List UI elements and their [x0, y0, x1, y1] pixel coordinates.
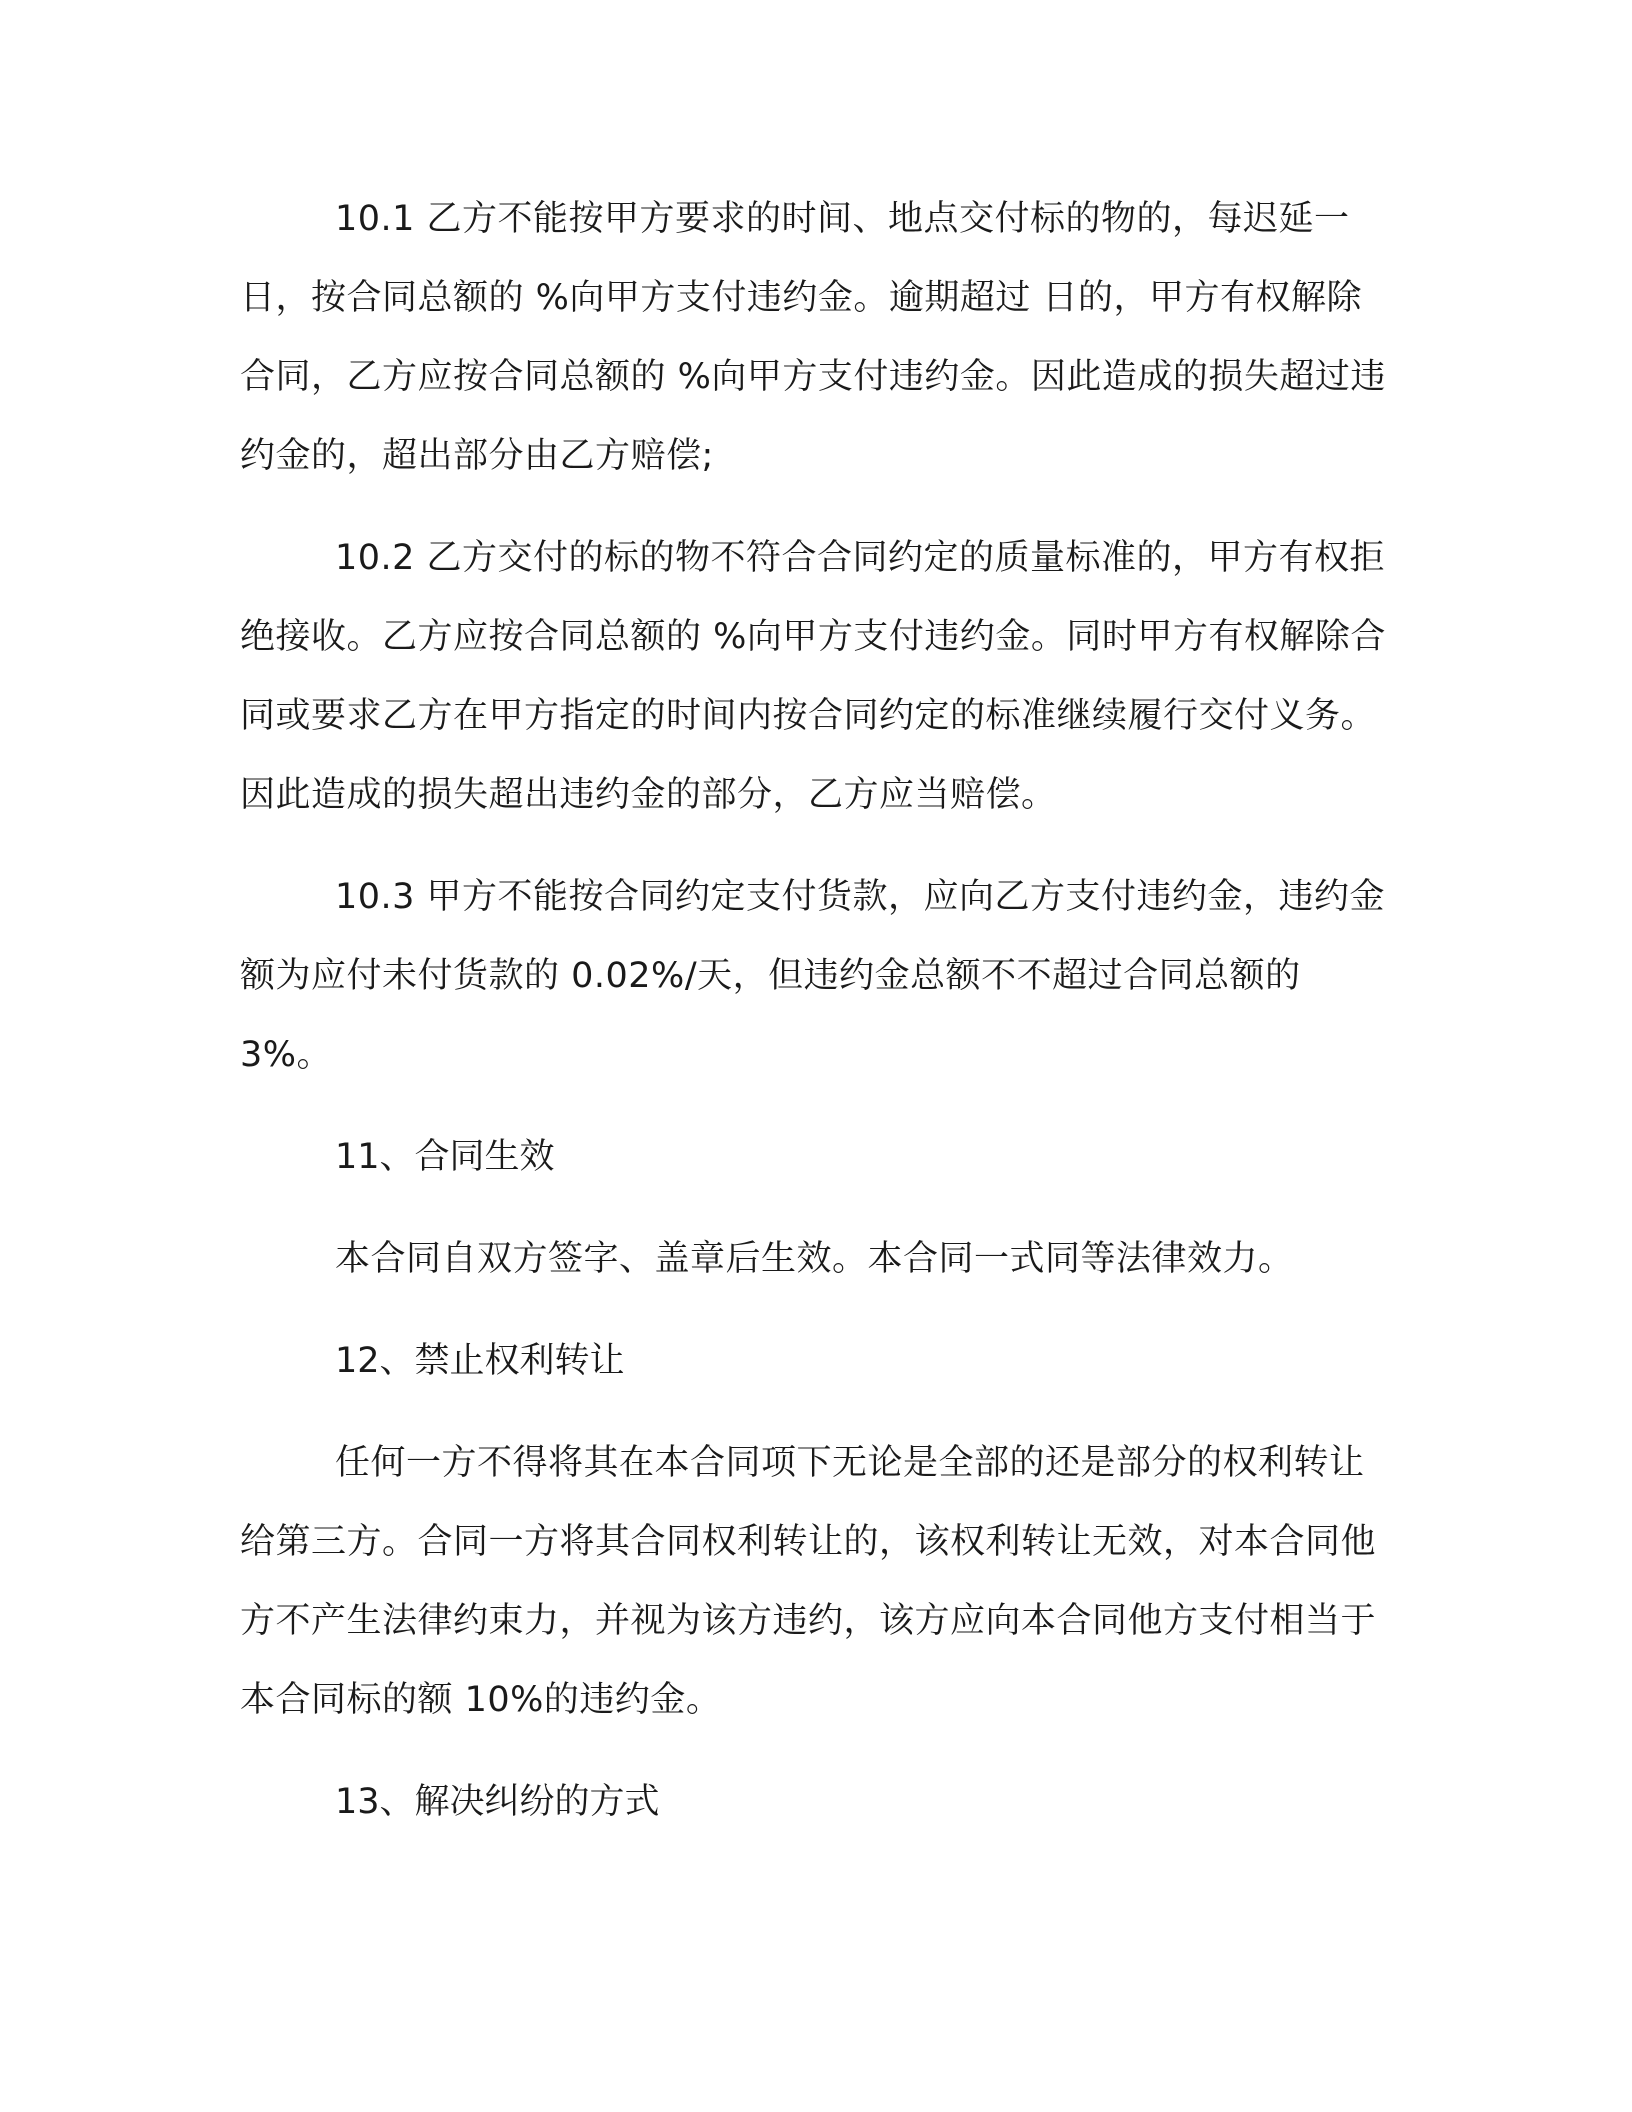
document-body — [240, 180, 1390, 1865]
section-13-heading: 13、解决纠纷的方式 — [335, 1782, 660, 1822]
section-11-heading: 11、合同生效 — [335, 1137, 555, 1177]
clause-10-3: 10.3 甲方不能按合同约定支付货款，应向乙方支付违约金，违约金额为应付未付货款的 0.02%/天，但违约金总额不不超过合同总额的 3%。 — [240, 877, 1386, 1075]
section-12-text: 任何一方不得将其在本合同项下无论是全部的还是部分的权利转让给第三方。合同一方将其合同权利转让的，该权利转让无效，对本合同他方不产生法律约束力，并视为该方违约，该方应向本合同他方支付相当于本合同标的额 10%的违约金。 — [240, 1443, 1377, 1720]
section-11-text: 本合同自双方签字、盖章后生效。本合同一式同等法律效力。 — [335, 1239, 1294, 1279]
clause-10-1: 10.1 乙方不能按甲方要求的时间、地点交付标的物的，每迟延一日，按合同总额的 %向甲方支付违约金。逾期超过 日的，甲方有权解除合同，乙方应按合同总额的 %向甲方支付违约金。因此造成的损失超过违约金的，超出部分由乙方赔偿; — [240, 199, 1386, 476]
clause-10-2: 10.2 乙方交付的标的物不符合合同约定的质量标准的，甲方有权拒绝接收。乙方应按合同总额的 %向甲方支付违约金。同时甲方有权解除合同或要求乙方在甲方指定的时间内按合同约定的标准继续履行交付义务。因此造成的损失超出违约金的部分，乙方应当赔偿。 — [240, 538, 1386, 815]
section-12-heading: 12、禁止权利转让 — [335, 1341, 625, 1381]
